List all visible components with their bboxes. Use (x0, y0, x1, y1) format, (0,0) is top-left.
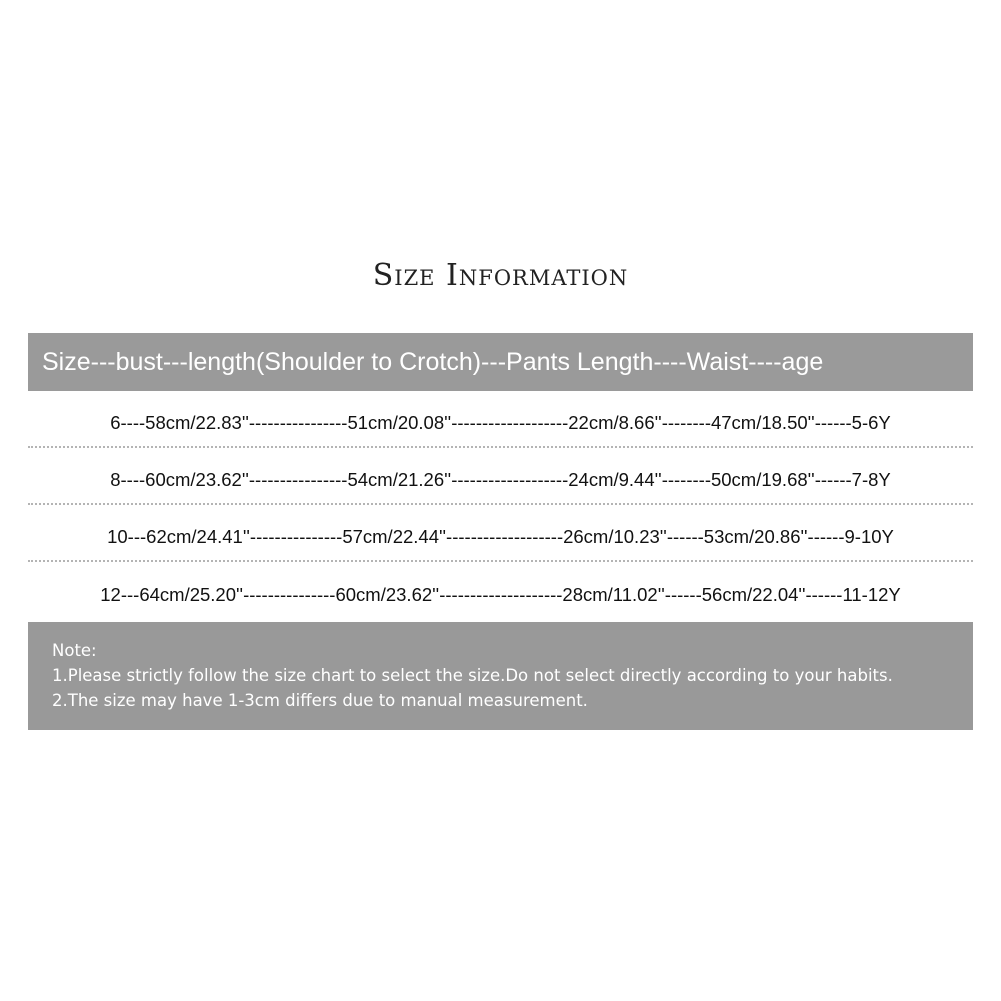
note-label: Note: (52, 641, 97, 660)
size-row-10: 10---62cm/24.41''---------------57cm/22.44''-------------------26cm/10.23''------53cm/20.86''------9-10Y (107, 526, 894, 547)
note-line-2: 2.The size may have 1-3cm differs due to manual measurement. (52, 691, 588, 710)
row-separator (28, 446, 973, 448)
size-row-12: 12---64cm/25.20''---------------60cm/23.62''--------------------28cm/11.02''------56cm/22.04''------11-12Y (100, 584, 901, 605)
size-row-6: 6----58cm/22.83''----------------51cm/20.08''-------------------22cm/8.66''--------47cm/18.50''------5-6Y (110, 412, 891, 433)
note-line-1: 1.Please strictly follow the size chart to select the size.Do not select directly according to your habits. (52, 666, 893, 685)
row-separator (28, 560, 973, 562)
size-row-8: 8----60cm/23.62''----------------54cm/21.26''-------------------24cm/9.44''--------50cm/19.68''------7-8Y (110, 469, 891, 490)
note-box (28, 622, 973, 730)
row-separator (28, 503, 973, 505)
size-table-header: Size---bust---length(Shoulder to Crotch)---Pants Length----Waist----age (28, 333, 973, 391)
page-title: Size Information (372, 258, 629, 293)
